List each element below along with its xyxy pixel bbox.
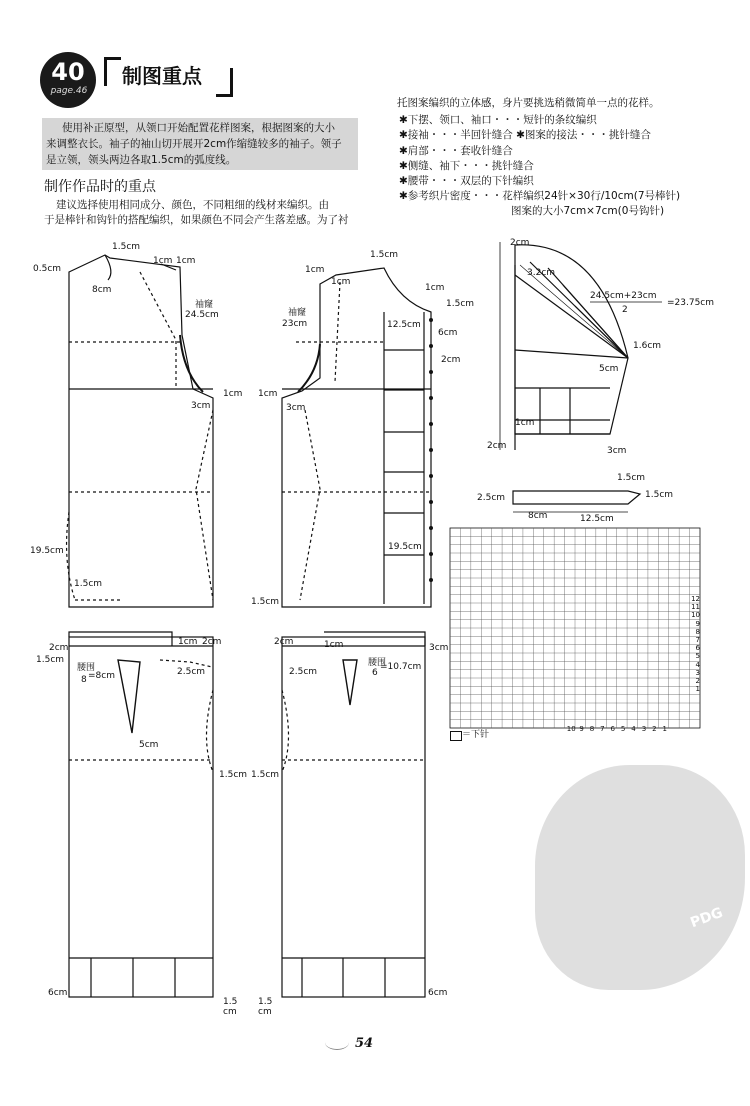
chart-row-numbers <box>688 595 700 693</box>
dim-label: 2cm <box>49 643 69 653</box>
chart-col-number: 2 <box>652 725 657 733</box>
dim-label: =23.75cm <box>667 298 715 308</box>
dim-label: 1cm <box>153 256 173 266</box>
back-skirt-pattern <box>69 632 213 997</box>
chart-col-number: 7 <box>600 725 605 733</box>
watermark-text: PDG <box>688 904 726 932</box>
dim-label: =8cm <box>88 671 115 681</box>
dim-label: 8 <box>81 675 87 685</box>
dim-label: 1cm <box>305 265 325 275</box>
dim-label: 2.5cm <box>177 667 206 677</box>
dim-label: 24.5cm+23cm <box>590 291 657 301</box>
dim-label: 1cm <box>324 640 344 650</box>
dim-label: 1.5cm <box>251 597 280 607</box>
dim-label: 5cm <box>599 364 619 374</box>
dim-label: 2cm <box>487 441 507 451</box>
dim-label: 1.6cm <box>633 341 662 351</box>
dim-label: 6cm <box>428 988 448 998</box>
dim-label: 1.5cm <box>370 250 399 260</box>
paragraph-line: 建议选择使用相同成分、颜色，不同粗细的线材来编织。由 <box>56 199 329 211</box>
chart-col-number: 6 <box>610 725 615 733</box>
dim-label: 2.5cm <box>289 667 318 677</box>
chart-row-number: 9 <box>695 619 700 628</box>
button-mark <box>429 578 433 582</box>
collar-pattern <box>513 491 640 512</box>
dim-label: 1.5cm <box>219 770 248 780</box>
dim-label: 3cm <box>607 446 627 456</box>
dim-label: 2cm <box>441 355 461 365</box>
page-title: 制图重点 <box>122 64 202 88</box>
dim-label: 24.5cm <box>185 310 219 320</box>
chart-row-number: 3 <box>695 668 700 677</box>
dim-label: 19.5cm <box>388 542 422 552</box>
button-mark <box>429 500 433 504</box>
dim-label: 3cm <box>429 643 449 653</box>
note-item: ✱参考织片密度・・・花样编织24针×30行/10cm(7号棒针) <box>399 190 681 202</box>
dim-label: 2cm <box>202 637 222 647</box>
dim-label: 6cm <box>438 328 458 338</box>
page-ornament <box>325 1035 349 1050</box>
chart-row-number: 10 <box>691 611 700 620</box>
watermark-seal <box>535 765 745 990</box>
chart-row-number: 6 <box>695 644 700 653</box>
dim-label: 1.5cm <box>112 242 141 252</box>
chart-col-number: 1 <box>662 725 667 733</box>
button-mark <box>429 474 433 478</box>
dim-label: 2.5cm <box>477 493 506 503</box>
dim-label: 1.5cm <box>251 770 280 780</box>
chart-row-number: 11 <box>691 603 700 612</box>
chart-row-number: 4 <box>695 660 700 669</box>
dim-label: 2cm <box>274 637 294 647</box>
legend-text: ＝下针 <box>462 730 490 740</box>
chart-col-number: 8 <box>589 725 595 733</box>
dim-label: 3cm <box>286 403 306 413</box>
note-item: ✱侧缝、袖下・・・挑针缝合 <box>399 160 534 172</box>
chart-col-number: 3 <box>641 725 647 733</box>
dim-label: 1.5 <box>223 997 238 1007</box>
dim-label: 1cm <box>223 389 243 399</box>
note-item: ✱腰带・・・双层的下针编织 <box>399 175 534 187</box>
chart-row-number: 7 <box>695 636 700 645</box>
dim-label: 腰围 <box>77 663 96 673</box>
chart-col-number: 5 <box>620 725 626 733</box>
dim-label: =10.7cm <box>380 662 422 672</box>
dim-label: 3cm <box>191 401 211 411</box>
button-mark <box>429 552 433 556</box>
dim-label: cm <box>258 1007 272 1017</box>
dim-label: 3.2cm <box>527 268 556 278</box>
dim-label: 1.5cm <box>74 579 103 589</box>
front-skirt-pattern <box>282 632 425 997</box>
button-mark <box>429 448 433 452</box>
note-item: ✱肩部・・・套收针缝合 <box>399 145 513 157</box>
chart-row-number: 2 <box>695 677 700 686</box>
back-bodice-pattern <box>67 255 213 607</box>
chart-col-numbers <box>566 716 670 735</box>
page-number: 54 <box>355 1036 374 1051</box>
dim-label: 1.5cm <box>645 490 674 500</box>
dim-label: 1cm <box>178 637 198 647</box>
button-mark <box>429 396 433 400</box>
button-mark <box>429 318 433 322</box>
dim-label: 12.5cm <box>387 320 421 330</box>
dim-label: 1.5cm <box>36 655 65 665</box>
dim-label: 1cm <box>515 418 535 428</box>
dim-label: 8cm <box>92 285 112 295</box>
chart-row-number: 12 <box>691 595 700 603</box>
dim-label: 8cm <box>528 511 548 521</box>
paragraph-line: 托图案编织的立体感，身片要挑选稍微简单一点的花样。 <box>397 97 660 109</box>
dim-label: 腰围 <box>368 658 387 668</box>
dim-label: 1.5cm <box>617 473 646 483</box>
intro-line: 使用补正原型，从领口开始配置花样图案，根据图案的大小 <box>62 122 335 134</box>
legend-swatch <box>450 731 462 741</box>
dim-label: 1cm <box>258 389 278 399</box>
dim-label: cm <box>223 1007 237 1017</box>
chart-col-number: 4 <box>631 725 636 733</box>
chart-col-number: 9 <box>579 725 584 733</box>
chart-row-number: 1 <box>695 685 700 694</box>
section-title: 制作作品时的重点 <box>44 179 156 195</box>
button-mark <box>429 422 433 426</box>
dim-label: 1cm <box>176 256 196 266</box>
dim-label: 6cm <box>48 988 68 998</box>
dim-label: 19.5cm <box>30 546 64 556</box>
badge-number: 40 <box>51 58 85 86</box>
chart-col-number: 10 <box>566 725 576 733</box>
dim-label: 1.5cm <box>446 299 475 309</box>
button-mark <box>429 526 433 530</box>
note-item: ✱下摆、领口、袖口・・・短针的条纹编织 <box>399 114 597 126</box>
button-mark <box>429 344 433 348</box>
chart-row-number: 5 <box>695 652 700 661</box>
dim-label: 袖窿 <box>288 308 307 318</box>
intro-line: 是立领，领头两边各取1.5cm的弧度线。 <box>46 154 237 166</box>
dim-label: 1cm <box>331 277 351 287</box>
dim-label: 0.5cm <box>33 264 62 274</box>
dim-label: 5cm <box>139 740 159 750</box>
dim-label: 袖窿 <box>195 300 214 310</box>
dim-label: 1.5 <box>258 997 273 1007</box>
dim-label: 2cm <box>510 238 530 248</box>
dim-label: 6 <box>372 668 378 678</box>
note-item: 图案的大小7cm×7cm(0号钩针) <box>511 205 665 217</box>
dim-label: 1cm <box>425 283 445 293</box>
dim-label: 12.5cm <box>580 514 614 524</box>
note-item: ✱接袖・・・半回针缝合 ✱图案的接法・・・挑针缝合 <box>399 129 651 141</box>
badge-page-ref: page.46 <box>50 86 88 96</box>
button-mark <box>429 370 433 374</box>
dim-label: 23cm <box>282 319 308 329</box>
intro-line: 来调整衣长。袖子的袖山切开展开2cm作缩缝较多的袖子。领子 <box>46 138 342 150</box>
chart-row-number: 8 <box>695 627 700 636</box>
dim-label: 2 <box>622 305 628 315</box>
paragraph-line: 于是棒针和钩针的搭配编织，如果颜色不同会产生落差感。为了衬 <box>44 214 349 226</box>
